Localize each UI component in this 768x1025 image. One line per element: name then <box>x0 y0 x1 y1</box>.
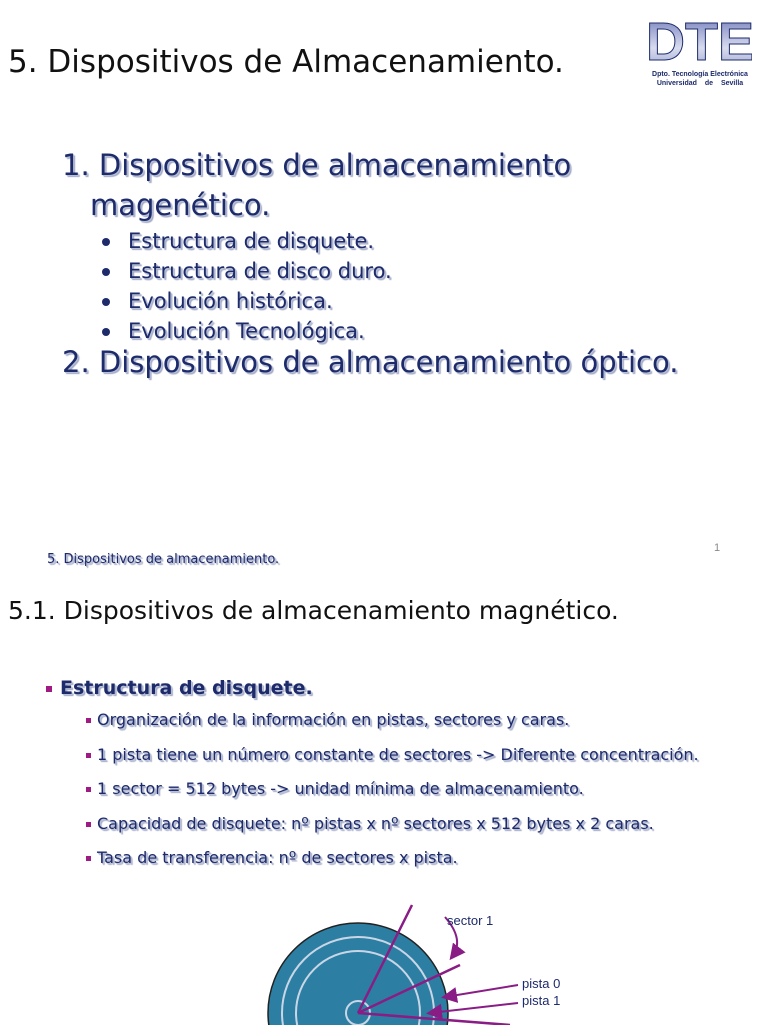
topic-list <box>100 226 392 346</box>
list-item-text: Capacidad de disquete: nº pistas x nº sectores x 512 bytes x 2 caras. <box>97 813 654 833</box>
list-item-text: Tasa de transferencia: nº de sectores x pista. <box>97 848 458 867</box>
pista0-label: pista 0 <box>522 976 560 991</box>
floppy-facts-list <box>86 710 699 883</box>
pista0-arrow <box>445 985 518 997</box>
list-item: Estructura de disco duro. <box>100 256 392 286</box>
dte-logo <box>648 10 752 90</box>
list-item-text: Organización de la información en pistas, sectores y caras. <box>97 710 570 729</box>
pista1-label: pista 1 <box>522 993 560 1008</box>
list-item <box>86 848 699 883</box>
section-heading-optical: 2. Dispositivos de almacenamiento óptico. <box>62 345 679 379</box>
list-item <box>86 710 699 745</box>
dte-logo-letters: DTE <box>648 12 752 70</box>
bullet-square-icon <box>86 856 91 861</box>
slide1-title: 5. Dispositivos de Almacenamiento. <box>8 44 564 80</box>
list-item: Evolución histórica. <box>100 286 392 316</box>
section-heading-magnetic <box>62 145 662 225</box>
bullet-square-icon <box>86 718 91 723</box>
floppy-disk-diagram <box>240 895 560 1025</box>
list-item <box>86 779 699 814</box>
slide-footer: 5. Dispositivos de almacenamiento. <box>47 552 280 567</box>
list-item <box>86 814 699 849</box>
bullet-square-icon <box>46 686 52 692</box>
list-item: Evolución Tecnológica. <box>100 316 392 346</box>
list-item-text: 1 pista tiene un número constante de sectores -> Diferente concentración. <box>97 744 699 764</box>
dte-logo-mark <box>648 10 752 70</box>
bullet-square-icon <box>86 787 91 792</box>
bullet-square-icon <box>86 753 91 758</box>
page-number: 1 <box>714 542 721 554</box>
logo-univ-text: Universidad de Sevilla <box>656 80 744 87</box>
bullet-square-icon <box>86 822 91 827</box>
floppy-structure-heading <box>46 677 313 699</box>
heading1-line2: magenético. <box>90 188 271 222</box>
heading-text: Estructura de disquete. <box>60 677 313 699</box>
slide2-title: 5.1. Dispositivos de almacenamiento magnético. <box>8 596 619 625</box>
list-item <box>86 745 699 780</box>
list-item: Estructura de disquete. <box>100 226 392 256</box>
sector-label: sector 1 <box>447 913 494 928</box>
heading1-line1: 1. Dispositivos de almacenamiento <box>62 148 572 182</box>
list-item-text: 1 sector = 512 bytes -> unidad mínima de almacenamiento. <box>97 779 584 798</box>
logo-dept-text: Dpto. Tecnología Electrónica <box>652 71 748 78</box>
